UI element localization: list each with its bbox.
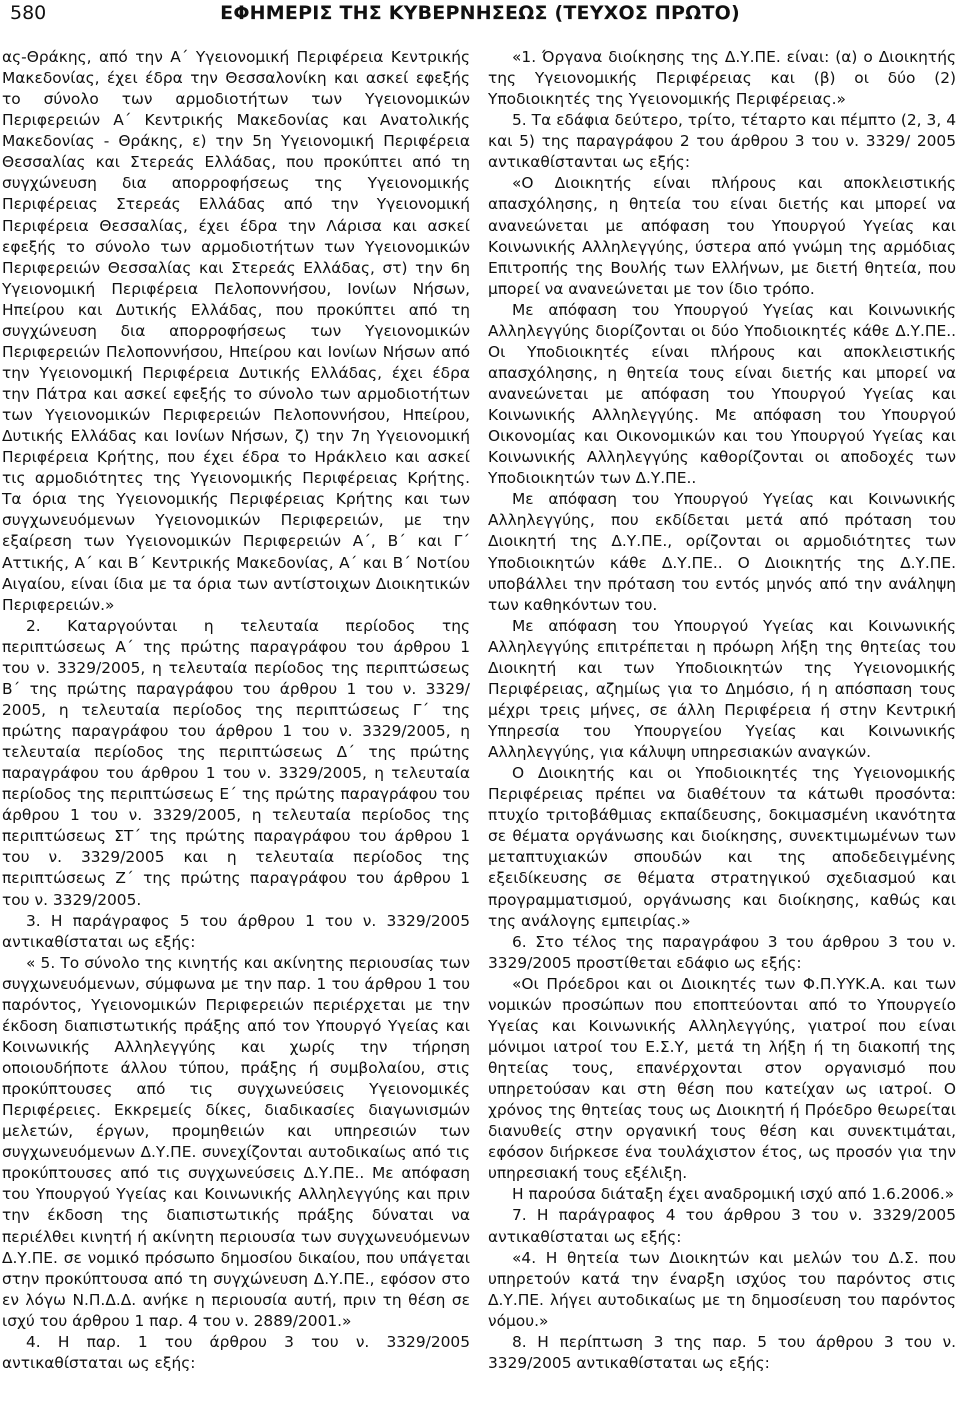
paragraph: 5. Τα εδάφια δεύτερο, τρίτο, τέταρτο και πέμπτο (2, 3, 4 και 5) της παραγράφου 2 του άρθρου 3 του ν. 3329/ 2005 αντικαθίστανται ως εξής: <box>488 111 956 172</box>
paragraph: «1. Όργανα διοίκησης της Δ.Υ.ΠΕ. είναι: (α) ο Διοικητής της Υγειονομικής Περιφέρειας και (β) οι δύο (2) Υποδιοικητές της Υγειονομικής Περιφέρειας.» <box>488 48 956 109</box>
paragraph: Ο Διοικητής και οι Υποδιοικητές της Υγειονομικής Περιφέρειας πρέπει να διαθέτουν τα κάτωθι προσόντα: πτυχίο τριτοβάθμιας εκπαίδευσης, δοκιμασμένη ικανότητα σε θέματα οργάνωσης και διοίκησης, συνεκτιμωμένων των μεταπτυχιακών σπουδών και της αποδεδειγμένης εξειδίκευσης σε θέματα στρατηγικού σχεδιασμού και προγραμματισμού, οργάνωσης και διοίκησης, καθώς και της ανάλογης εμπειρίας.» <box>488 764 956 930</box>
paragraph: Με απόφαση του Υπουργού Υγείας και Κοινωνικής Αλληλεγγύης διορίζονται οι δύο Υποδιοικητές κάθε Δ.Υ.ΠΕ.. Οι Υποδιοικητές είναι πλήρους και αποκλειστικής απασχόλησης, η θητεία τους είναι διετής και μπορεί να ανανεώνεται με απόφαση του Υπουργού Υγείας και Κοινωνικής Αλληλεγγύης. Με απόφαση του Υπουργού Οικονομίας και Οικονομικών και του Υπουργού Υγείας και Κοινωνικής Αλληλεγγύης καθορίζονται οι αποδοχές των Υποδιοικητών των Δ.Υ.ΠΕ.. <box>488 300 956 488</box>
paragraph: 8. Η περίπτωση 3 της παρ. 5 του άρθρου 3 του ν. 3329/2005 αντικαθίσταται ως εξής: <box>488 1332 956 1372</box>
paragraph: « 5. Το σύνολο της κινητής και ακίνητης περιουσίας των συγχωνευόμενων, σύμφωνα με την παρ. 1 του άρθρου 1 του παρόντος, Υγειονομικών Περιφερειών περιέρχεται με την έκδοση διαπιστωτικής πράξης από τον Υπουργό Υγείας και Κοινωνικής Αλληλεγγύης και χωρίς την τήρηση οποιουδήποτε άλλου τύπου, πράξης ή συμβολαίου, στις προκύπτουσες από τις συγχωνεύσεις Υγειονομικές Περιφέρειες. Εκκρεμείς δίκες, διαδικασίες διαγωνισμών μελετών, έργων, προμηθειών και υπηρεσιών των συγχωνευόμενων Δ.Υ.ΠΕ. συνεχίζονται αυτοδικαίως από τις προκύπτουσες από τις συγχωνεύσεις Δ.Υ.ΠΕ.. Με απόφαση του Υπουργού Υγείας και Κοινωνικής Αλληλεγγύης και πριν την έκδοση της διαπιστωτικής πράξης δύναται να περιέλθει κινητή ή ακίνητη περιουσία των συγχωνευόμενων Δ.Υ.ΠΕ. σε νομικό πρόσωπο δημοσίου δικαίου, που υπάγεται στην προκύπτουσα από τη συγχώνευση Δ.Υ.ΠΕ., εφόσον στο εν λόγω Ν.Π.Δ.Δ. ανήκε η περιουσία αυτή, πριν τη θέση σε ισχύ του άρθρου 1 παρ. 4 του ν. 2889/2001.» <box>2 953 470 1330</box>
left-column <box>2 47 470 1374</box>
paragraph: ας-Θράκης, από την Α΄ Υγειονομική Περιφέρεια Κεντρικής Μακεδονίας, έχει έδρα την Θεσσαλονίκη και ασκεί εφεξής το σύνολο των αρμοδιοτήτων των Υγειονομικών Περιφερειών Α΄ Κεντρικής Μακεδονίας και Ανατολικής Μακεδονίας - Θράκης, ε) την 5η Υγειονομική Περιφέρεια Θεσσαλίας και Στερεάς Ελλάδας, που προκύπτει από τη συγχώνευση δια απορροφήσεως της Υγειονομικής Περιφέρειας Στερεάς Ελλάδας από την Υγειονομική Περιφέρεια Θεσσαλίας, έχει έδρα την Λάρισα και ασκεί εφεξής το σύνολο των αρμοδιοτήτων των Υγειονομικών Περιφερειών Θεσσαλίας και Στερεάς Ελλάδας, στ) την 6η Υγειονομική Περιφέρεια Πελοποννήσου, Ιονίων Νήσων, Ηπείρου και Δυτικής Ελλάδας, που προκύπτει από τη συγχώνευση δια απορροφήσεως των Υγειονομικών Περιφερειών Πελοποννήσου, Ηπείρου και Ιονίων Νήσων από την Υγειονομική Περιφέρεια Δυτικής Ελλάδας, έχει έδρα την Πάτρα και ασκεί εφεξής το σύνολο των αρμοδιοτήτων των Υγειονομικών Περιφερειών Πελοποννήσου, Ηπείρου, Δυτικής Ελλάδας και Ιονίων Νήσων, ζ) την 7η Υγειονομική Περιφέρεια Κρήτης, που έχει έδρα το Ηράκλειο και ασκεί τις αρμοδιότητες της Υγειονομικής Περιφέρειας Κρήτης. Τα όρια της Υγειονομικής Περιφέρειας Κρήτης και των συγχωνευόμενων Υγειονομικών Περιφερειών, με την εξαίρεση των Υγειονομικών Περιφερειών Α΄, Β΄ και Γ΄ Αττικής, Α΄ και Β΄ Κεντρικής Μακεδονίας, Α΄ και Β΄ Νοτίου Αιγαίου, είναι ίδια με τα όρια των αντίστοιχων Διοικητικών Περιφερειών.» <box>2 48 470 614</box>
page-header <box>0 0 960 40</box>
paragraph: Με απόφαση του Υπουργού Υγείας και Κοινωνικής Αλληλεγγύης επιτρέπεται η πρόωρη λήξη της θητείας του Διοικητή και των Υποδιοικητών της Υγειονομικής Περιφέρειας, αζημίως για το Δημόσιο, ή η απόσπαση τους μέχρι τρεις μήνες, σε άλλη Περιφέρεια ή στην Κεντρική Υπηρεσία του Υπουργείου Υγείας και Κοινωνικής Αλληλεγγύης, για κάλυψη υπηρεσιακών αναγκών. <box>488 616 956 762</box>
paragraph: 7. Η παράγραφος 4 του άρθρου 3 του ν. 3329/2005 αντικαθίσταται ως εξής: <box>488 1206 956 1246</box>
paragraph: «4. Η θητεία των Διοικητών και μελών του Δ.Σ. που υπηρετούν κατά την έναρξη ισχύος του παρόντος στις Δ.Υ.ΠΕ. λήγει αυτοδικαίως με τη δημοσίευση του παρόντος νόμου.» <box>488 1248 956 1330</box>
paragraph: Η παρούσα διάταξη έχει αναδρομική ισχύ από 1.6.2006.» <box>512 1185 955 1204</box>
paragraph: 2. Καταργούνται η τελευταία περίοδος της περιπτώσεως Α΄ της πρώτης παραγράφου του άρθρου 1 του ν. 3329/2005, η τελευταία περίοδος της περιπτώσεως Β΄ της πρώτης παραγράφου του άρθρου 1 του ν. 3329/ 2005, η τελευταία περίοδος της περιπτώσεως Γ΄ της πρώτης παραγράφου του άρθρου 1 του ν. 3329/2005, η τελευταία περίοδος της περιπτώσεως Δ΄ της πρώτης παραγράφου του άρθρου 1 του ν. 3329/2005, η τελευταία περίοδος της περιπτώσεως Ε΄ της πρώτης παραγράφου του άρθρου 1 του ν. 3329/2005, η τελευταία περίοδος της περιπτώσεως ΣΤ΄ της πρώτης παραγράφου του άρθρου 1 του ν. 3329/2005 και η τελευταία περίοδος της περιπτώσεως Ζ΄ της πρώτης παραγράφου του άρθρου 1 του ν. 3329/2005. <box>2 616 470 909</box>
paragraph: 6. Στο τέλος της παραγράφου 3 του άρθρου 3 του ν. 3329/2005 προστίθεται εδάφιο ως εξής: <box>488 932 956 972</box>
paragraph: 3. Η παράγραφος 5 του άρθρου 1 του ν. 3329/2005 αντικαθίσταται ως εξής: <box>2 911 470 951</box>
page-number: 580 <box>10 2 47 24</box>
paragraph: 4. Η παρ. 1 του άρθρου 3 του ν. 3329/2005 αντικαθίσταται ως εξής: <box>2 1332 470 1372</box>
paragraph: «Οι Πρόεδροι και οι Διοικητές των Φ.Π.ΥΥΚ.Α. και των νομικών προσώπων που εποπτεύονται από το Υπουργείο Υγείας και Κοινωνικής Αλληλεγγύης, γιατροί που είναι μόνιμοι ιατροί του Ε.Σ.Υ, μετά τη λήξη ή τη διακοπή της θητείας τους, επανέρχονται στον οργανισμό που υπηρετούσαν και στη θέση που κατείχαν ως ιατροί. Ο χρόνος της θητείας τους ως Διοικητή ή Πρόεδρο θεωρείται διανυθείς στην οργανική τους θέση και συνεκτιμάται, εφόσον διήρκεσε ένα τουλάχιστον έτος, ως προσόν για την υπηρεσιακή τους εξέλιξη. <box>488 974 956 1183</box>
paragraph: «Ο Διοικητής είναι πλήρους και αποκλειστικής απασχόλησης, η θητεία του είναι διετής και μπορεί να ανανεώνεται με απόφαση του Υπουργού Υγείας και Κοινωνικής Αλληλεγγύης, ύστερα από γνώμη της αρμόδιας Επιτροπής της Βουλής των Ελλήνων, με διετή θητεία, που μπορεί να ανανεώνεται με τον ίδιο τρόπο. <box>488 174 956 298</box>
gazette-title: ΕΦΗΜΕΡΙΣ ΤΗΣ ΚΥΒΕΡΝΗΣΕΩΣ (ΤΕΥΧΟΣ ΠΡΩΤΟ) <box>220 2 740 24</box>
paragraph: Με απόφαση του Υπουργού Υγείας και Κοινωνικής Αλληλεγγύης, που εκδίδεται μετά από πρόταση του Διοικητή της Δ.Υ.ΠΕ., ορίζονται οι αρμοδιότητες των Υποδιοικητών κάθε Δ.Υ.ΠΕ.. Ο Διοικητής της Δ.Υ.ΠΕ. υποβάλλει την πρόταση του εντός μηνός από την ανάληψη των καθηκόντων του. <box>488 490 956 614</box>
right-column <box>488 47 956 1374</box>
